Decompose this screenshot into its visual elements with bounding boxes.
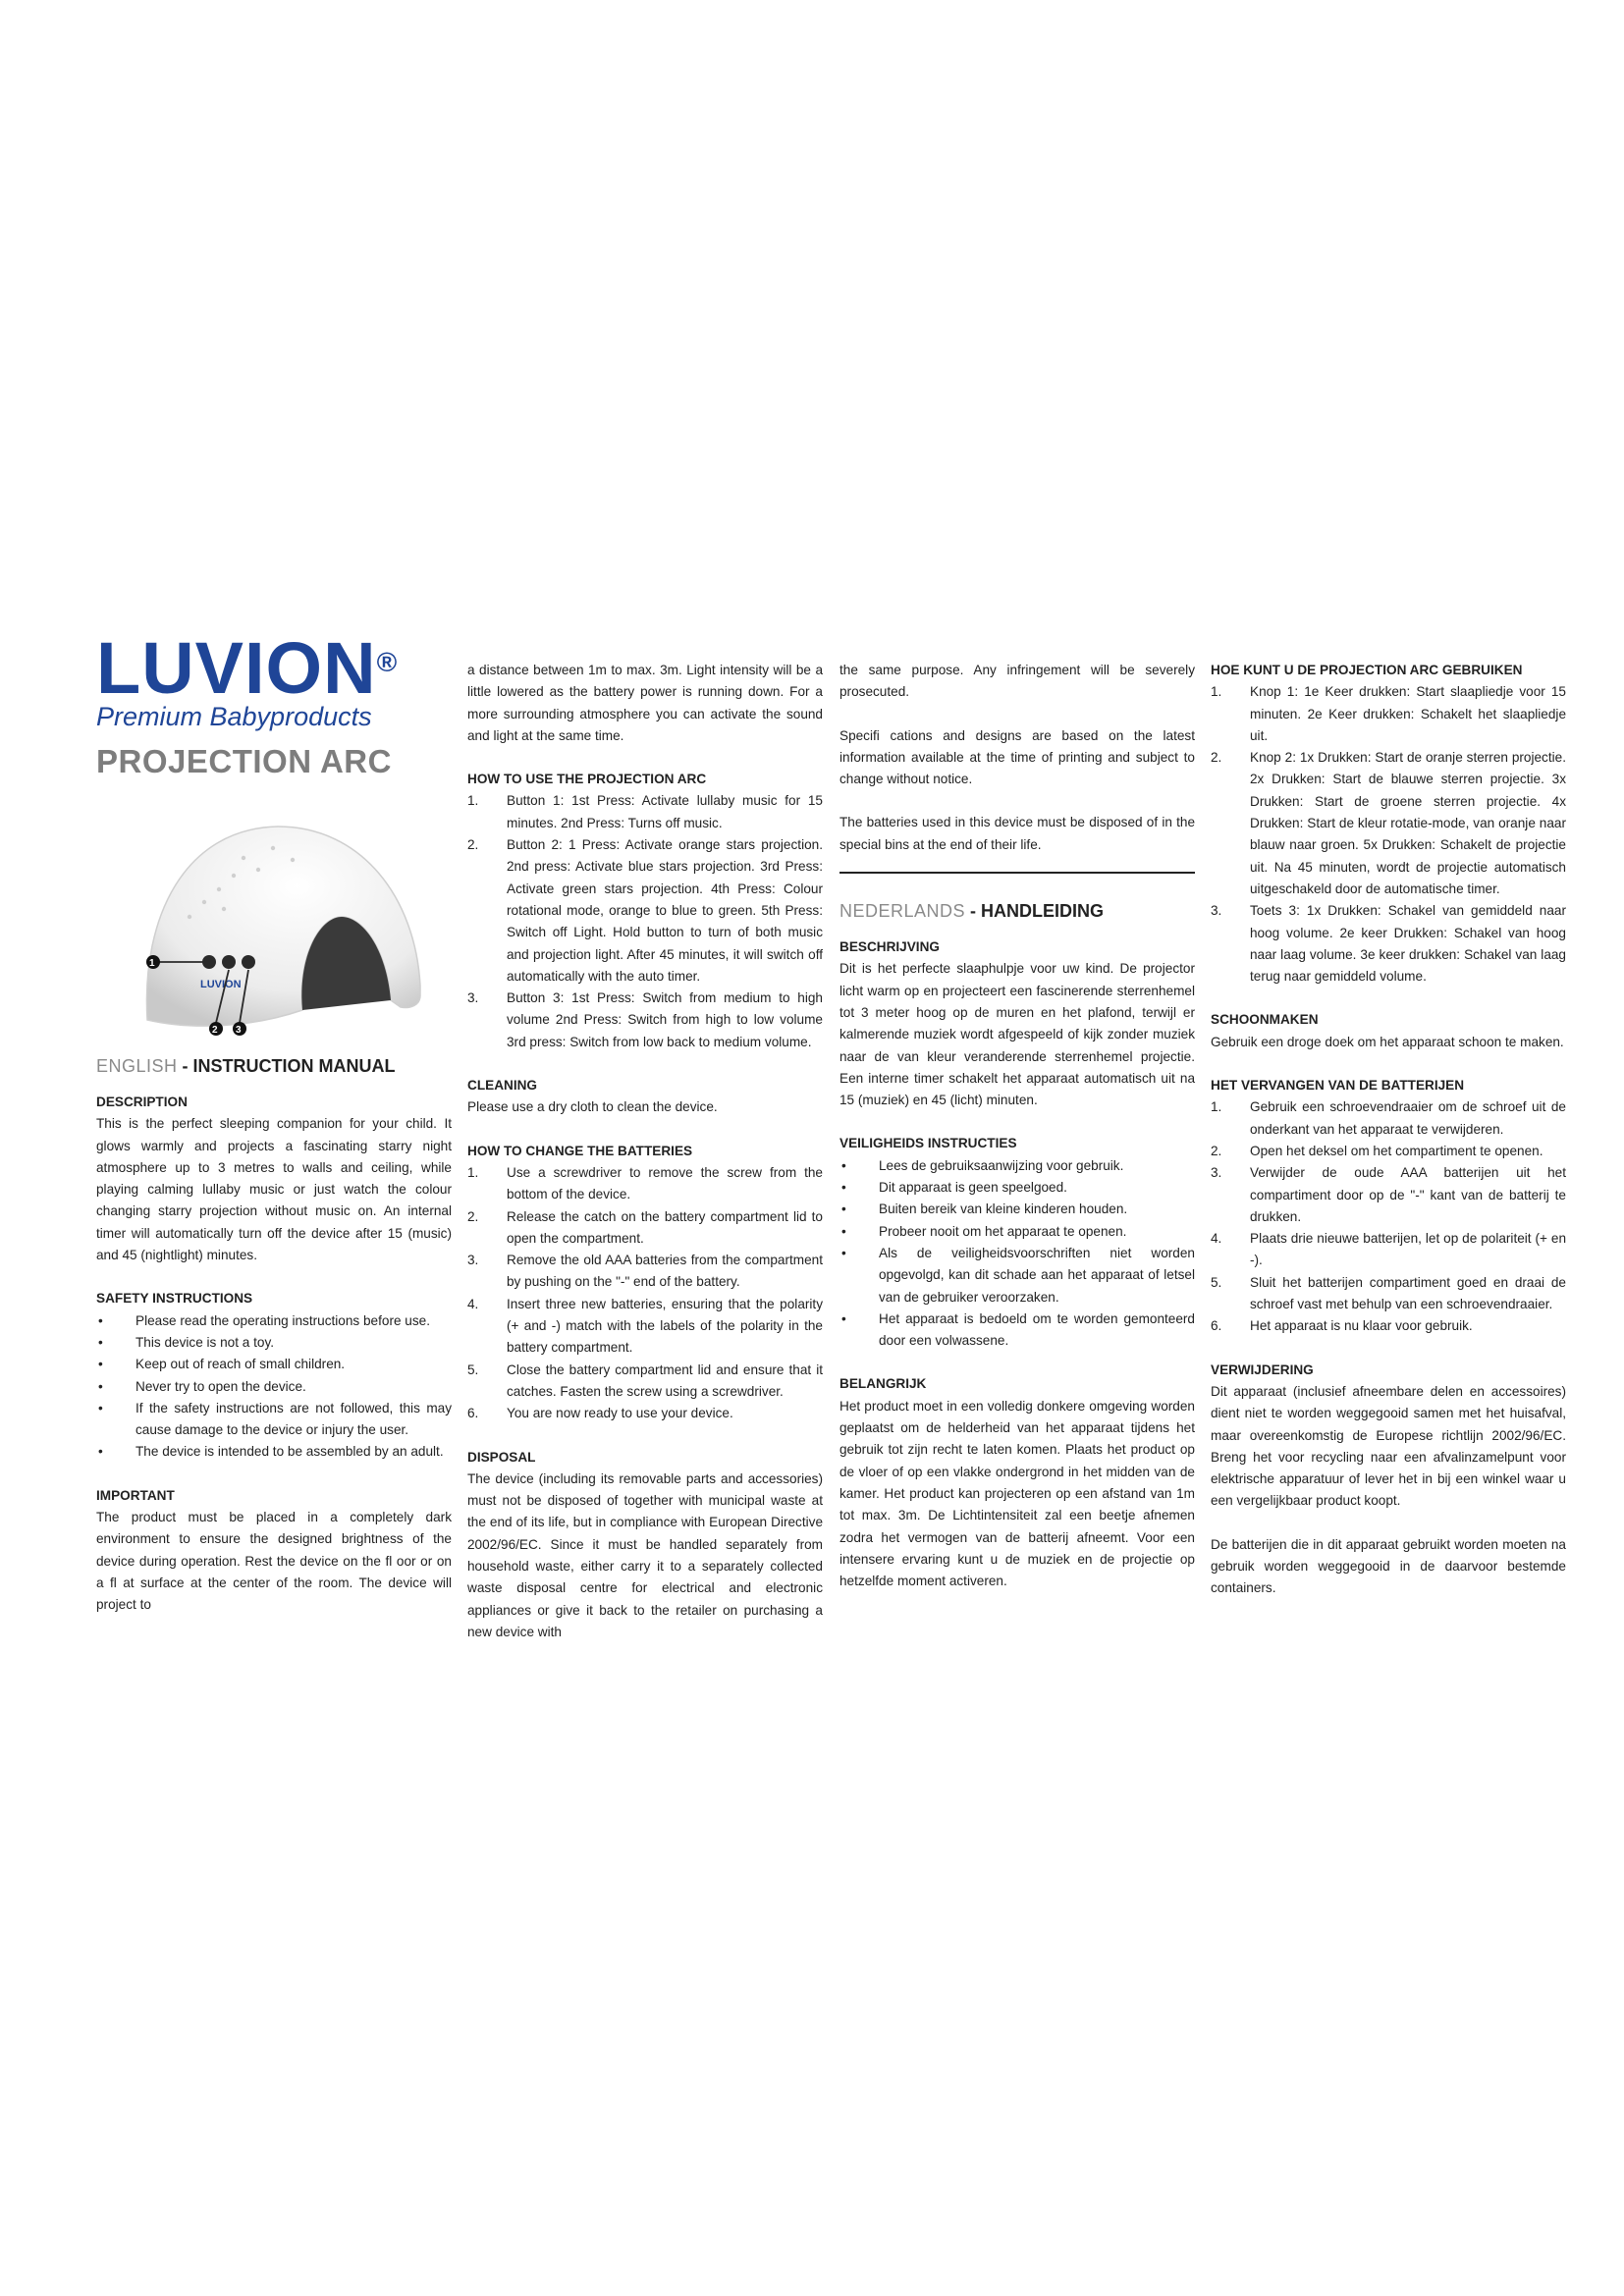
list-item: 6. You are now ready to use your device.: [467, 1406, 733, 1421]
disposal-section: [467, 1447, 823, 1644]
list-item: 5. Sluit het batterijen compartiment goed en draai de schroef vast met behulp van een schroevendraaier.: [1211, 1274, 1566, 1312]
list-item: 3. Remove the old AAA batteries from the compartment by pushing on the "-" end of the battery.: [467, 1253, 823, 1290]
list-item: 1. Use a screwdriver to remove the screw from the bottom of the device.: [467, 1164, 823, 1202]
brand-tagline: Premium Babyproducts: [96, 702, 372, 731]
section-text: The device (including its removable parts and accessories) must not be disposed of together with municipal waste at the end of its life, but in compliance with European Directive 2002/96/EC. Since it must be handled separately from household waste, either carry it to a separately collected waste disposal centre for electrical and electronic appliances or give it back to the retailer on purchasing a new device with: [467, 1470, 823, 1639]
batteries-section: [467, 1141, 823, 1425]
section-text: Please use a dry cloth to clean the device.: [467, 1099, 718, 1115]
list-item: 3. Button 3: 1st Press: Switch from medium to high volume 2nd Press: Switch from high to low volume 3rd press: Switch from low back to medium volume.: [467, 990, 823, 1049]
section-title: VERWIJDERING: [1211, 1362, 1314, 1377]
beschrijving-section: [839, 936, 1195, 1111]
list-item: 5. Close the battery compartment lid and ensure that it catches. Fasten the screw using a screwdriver.: [467, 1362, 823, 1399]
list-item: • Het apparaat is bedoeld om te worden gemonteerd door een volwassene.: [841, 1310, 1195, 1349]
list-item: 2. Release the catch on the battery compartment lid to open the compartment.: [467, 1208, 823, 1246]
list-item: • This device is not a toy.: [98, 1334, 275, 1350]
callout-3: 3: [236, 1025, 242, 1036]
important-section-start: [96, 1485, 452, 1617]
section-text: Dit apparaat (inclusief afneembare delen en accessoires) dient niet te worden weggegooid samen met het huisafval, maar overeenkomstig de Europese richtlijn 2002/96/EC. Breng het voor recycling naar een afvalinzamelpunt voor elektrische apparatuur of lever het in bij een winkel waar u een vergelijkbaar product koopt.: [1211, 1383, 1566, 1509]
schoonmaken-section: [1211, 1009, 1566, 1053]
list-item: 1. Button 1: 1st Press: Activate lullaby music for 15 minutes. 2nd Press: Turns off music.: [467, 793, 823, 830]
list-item: 1. Knop 1: 1e Keer drukken: Start slaapliedje voor 15 minuten. 2e Keer drukken: Schakelt het slaapliedje uit.: [1211, 684, 1566, 743]
section-text: Het product moet in een volledig donkere omgeving worden geplaatst om de helderheid van het apparaat tijdens het gebruik tot zijn recht te laten komen. Plaats het product op de vloer of op een vlakke ondergrond in het midden van de kamer. Het product kan projecteren op een afstand van 1m tot max. 3m. De Lichtintensiteit zal een beetje afnemen zodra het vermogen van de batterij afneemt. Voor een intensere ervaring kunt u de muziek en de projectie op hetzelfde moment activeren.: [839, 1398, 1195, 1589]
safety-section: [96, 1288, 452, 1463]
device-logo-text: LUVION: [200, 979, 242, 990]
belangrijk-section: [839, 1373, 1195, 1592]
device-illustration: [96, 799, 452, 1054]
section-title: SAFETY INSTRUCTIONS: [96, 1291, 253, 1307]
list-item: • The device is intended to be assembled by an adult.: [98, 1444, 444, 1460]
section-title: DISPOSAL: [467, 1449, 536, 1465]
cleaning-section: [467, 1075, 823, 1119]
description-section: [96, 1092, 452, 1266]
list-item: • If the safety instructions are not followed, this may cause damage to the device or injury the user.: [98, 1400, 452, 1438]
section-title: SCHOONMAKEN: [1211, 1012, 1319, 1028]
section-text-continued: the same purpose. Any infringement will be severely prosecuted.: [839, 663, 1195, 700]
batterijen-section: [1211, 1075, 1566, 1338]
section-title: HOW TO CHANGE THE BATTERIES: [467, 1143, 693, 1158]
list-item: 3. Verwijder de oude AAA batterijen uit het compartiment door op de "-" kant van de batterij te drukken.: [1211, 1165, 1566, 1224]
list-item: • Als de veiligheidsvoorschriften niet worden opgevolgd, kan dit schade aan het apparaat of letsel van de gebruiker veroorzaken.: [841, 1245, 1195, 1305]
product-title: PROJECTION ARC: [96, 743, 392, 779]
battery-disposal-text: The batteries used in this device must be disposed of in the special bins at the end of their life.: [839, 815, 1195, 852]
battery-disposal-text: De batterijen die in dit apparaat gebruikt worden moeten na gebruik worden weggegooid in de daarvoor bestemde containers.: [1211, 1536, 1566, 1596]
column-3: [839, 660, 1195, 1614]
section-title: VEILIGHEIDS INSTRUCTIES: [839, 1136, 1017, 1151]
list-item: • Probeer nooit om het apparaat te openen.: [841, 1223, 1127, 1239]
veiligheid-section: [839, 1133, 1195, 1352]
section-title: HET VERVANGEN VAN DE BATTERIJEN: [1211, 1078, 1465, 1094]
list-item: • Keep out of reach of small children.: [98, 1357, 346, 1372]
column-4: [1211, 660, 1566, 1600]
list-item: 2. Knop 2: 1x Drukken: Start de oranje sterren projectie. 2x Drukken: Start de blauwe sterren projectie. 3x Drukken: Start de groene sterren projectie. 4x Drukken: Start de kleur rotatie-mode, van oranje naar blauw naar groen. 5x Drukken: Schakelt de projectie uit. Na 45 minuten, wordt de projectie automatisch uitgeschakeld door de automatische timer.: [1211, 750, 1566, 896]
list-item: • Lees de gebruiksaanwijzing voor gebruik.: [841, 1157, 1124, 1173]
section-text-continued: a distance between 1m to max. 3m. Light intensity will be a little lowered as the battery power is running down. For a more surrounding atmosphere you can activate the sound and light at the same time.: [467, 663, 823, 743]
list-item: 6. Het apparaat is nu klaar voor gebruik.: [1211, 1318, 1473, 1334]
language-divider: [839, 872, 1195, 874]
list-item: • Dit apparaat is geen speelgoed.: [841, 1180, 1067, 1196]
list-item: • Buiten bereik van kleine kinderen houden.: [841, 1201, 1128, 1217]
list-item: 4. Plaats drie nieuwe batterijen, let op de polariteit (+ en -).: [1211, 1231, 1566, 1268]
section-title: DESCRIPTION: [96, 1095, 188, 1109]
list-item: 1. Gebruik een schroevendraaier om de schroef uit de onderkant van het apparaat te verwijderen.: [1211, 1099, 1566, 1137]
list-item: 2. Open het deksel om het compartiment te openen.: [1211, 1143, 1543, 1158]
section-title: HOE KUNT U DE PROJECTION ARC GEBRUIKEN: [1211, 663, 1523, 677]
section-title: BELANGRIJK: [839, 1376, 927, 1392]
dutch-heading: NEDERLANDS - HANDLEIDING: [839, 901, 1105, 922]
gebruiken-section: [1211, 660, 1566, 988]
section-text: Dit is het perfecte slaaphulpje voor uw kind. De projector licht warm op en projecteert een fascinerende sterrenhemel tot 3 meter hoog op de muren en het plafond, terwijl er kalmerende muziek wordt afgespeeld of kijk zonder muziek naar de van kleur veranderende sterrenhemel projectie. Een interne timer schakelt het apparaat automatisch uit na 15 (muziek) en 45 (licht) minuten.: [839, 961, 1195, 1108]
list-item: 2. Button 2: 1 Press: Activate orange stars projection. 2nd press: Activate blue stars projection. 3rd Press: Activate green stars projection. 4th Press: Colour rotational mode, orange to blue to green. 5th Press: Switch off Light. Hold button to turn of both music and projection light. After 45 minutes, it will switch off automatically with the auto timer.: [467, 837, 823, 984]
list-item: • Never try to open the device.: [98, 1378, 306, 1394]
column-2: [467, 660, 823, 1665]
section-title: IMPORTANT: [96, 1487, 175, 1503]
english-heading: ENGLISH - INSTRUCTION MANUAL: [96, 1056, 396, 1076]
projection-arc-device-icon: [96, 799, 452, 1054]
section-text: Gebruik een droge doek om het apparaat schoon te maken.: [1211, 1034, 1564, 1049]
section-text: This is the perfect sleeping companion for your child. It glows warmly and projects a fascinating starry night atmosphere up to 3 metres to walls and ceiling, while playing calming lullaby music or just watch the colour changing starry projection without music on. An internal timer will automatically turn off the device after 15 (music) and 45 (nightlight) minutes.: [96, 1116, 452, 1263]
how-to-use-section: [467, 769, 823, 1053]
column-1: [96, 627, 452, 1638]
brand-logo: LUVION®: [96, 627, 399, 709]
section-title: HOW TO USE THE PROJECTION ARC: [467, 772, 707, 787]
list-item: • Please read the operating instructions before use.: [98, 1312, 431, 1328]
section-title: CLEANING: [467, 1078, 537, 1094]
section-text: The product must be placed in a completely dark environment to ensure the designed brightness of the device during operation. Rest the device on the fl oor or on a fl at surface at the center of the room. The device will project to: [96, 1510, 452, 1613]
callout-1: 1: [149, 958, 155, 969]
specifications-text: Specifi cations and designs are based on the latest information available at the time of printing and subject to change without notice.: [839, 727, 1195, 787]
callout-2: 2: [212, 1025, 218, 1036]
list-item: 4. Insert three new batteries, ensuring that the polarity (+ and -) match with the labels of the polarity in the battery compartment.: [467, 1296, 823, 1356]
list-item: 3. Toets 3: 1x Drukken: Schakel van gemiddeld naar hoog volume. 2e keer Drukken: Schakel van hoog naar laag volume. 3e keer drukken: Schakel van laag terug naar gemiddeld volume.: [1211, 903, 1566, 985]
verwijdering-section: [1211, 1360, 1566, 1513]
section-title: BESCHRIJVING: [839, 939, 940, 955]
